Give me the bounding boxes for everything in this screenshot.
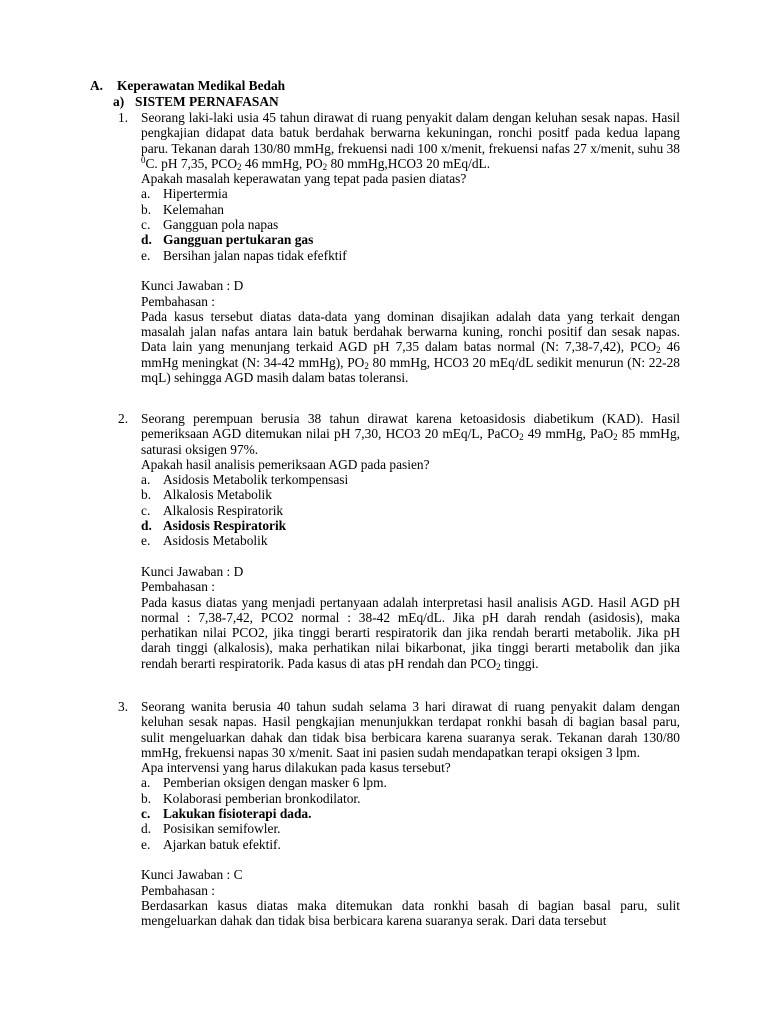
- section-title: Keperawatan Medikal Bedah: [117, 78, 286, 93]
- option-e: e. Ajarkan batuk efektif.: [141, 836, 281, 852]
- option-e: e. Asidosis Metabolik: [141, 533, 268, 549]
- discussion-label: Pembahasan :: [141, 882, 216, 898]
- section-heading: [90, 78, 285, 93]
- option-a: a. Pemberian oksigen dengan masker 6 lpm.: [141, 775, 387, 791]
- option-c: c. Alkalosis Respiratorik: [141, 502, 284, 518]
- option-a: a. Asidosis Metabolik terkompensasi: [141, 472, 349, 488]
- discussion-label: Pembahasan :: [141, 579, 216, 595]
- question-stem: Seorang laki-laki usia 45 tahun dirawat di ruang penyakit dalam dengan keluhan sesak napas. Hasil pengkajian didapat data batuk berdahak berwarna kekuningan, ronchi positf pada kedua lapang paru. Tekanan darah 130/80 mmHg, frekuensi nadi 100 x/menit, frekuensi nafas 27 x/menit, suhu 38 $^0$C. pH 7,35, $PCO_2$ 46 mmHg, $PO_2$ 80 mmHg,HCO3 20 mEq/dL.: [141, 110, 680, 172]
- question-prompt: Apa intervensi yang harus dilakukan pada kasus tersebut?: [141, 760, 451, 776]
- question-2: [118, 411, 680, 671]
- option-e: e. Bersihan jalan napas tidak efefktif: [141, 247, 347, 263]
- discussion-text: Pada kasus diatas yang menjadi pertanyaan adalah interpretasi hasil analisis AGD. Hasil AGD pH normal : 7,38-7,42, PCO2 normal : 38-42 mEq/dL. Jika pH darah rendah (asidosis), maka perhatikan nilai PCO2, jika tinggi berarti respiratorik dan jika rendah berarti metabolik. Jika pH darah tinggi (alkalosis), maka perhatikan nilai bikarbonat, jika tinggi berarti metabolik dan jika rendah berarti respiratorik. Pada kasus di atas pH rendah dan $PCO_2$ tinggi.: [141, 594, 680, 672]
- question-number: 3.: [118, 699, 129, 714]
- question-number: 1.: [118, 110, 129, 125]
- discussion-text: Pada kasus tersebut diatas data-data yang dominan disajikan adalah data yang terkait dengan masalah jalan nafas antara lain batuk berdahak berwarna kuning, ronchi positif dan sesak napas. Data lain yang menunjang terkaid AGD pH 7,35 dalam batas normal (N: 7,38-7,42), $PCO_2$ 46 mmHg meningkat (N: 34-42 mmHg), $PO_2$ 80 mmHg, HCO3 20 mEq/dL sedikit menurun (N: 22-28 mqL) sehingga AGD masih dalam batas toleransi.: [141, 308, 680, 386]
- subsection-heading: [113, 94, 279, 109]
- question-3: [118, 699, 680, 928]
- question-prompt: Apakah masalah keperawatan yang tepat pada pasien diatas?: [141, 171, 467, 187]
- option-d-correct: d. Asidosis Respiratorik: [141, 518, 287, 534]
- subsection-label: a): [113, 94, 125, 109]
- question-stem: Seorang wanita berusia 40 tahun sudah selama 3 hari dirawat di ruang penyakit dalam dengan keluhan sesak napas. Hasil pengkajian menunjukkan terdapat ronkhi basah di bagian basal paru, sulit mengeluarkan dahak dan tidak bisa berbicara karena suaranya serak. Tekanan darah 130/80 mmHg, frekuensi napas 30 x/menit. Saat ini pasien sudah mendapatkan terapi oksigen 3 lpm.: [141, 699, 680, 760]
- question-stem: Seorang perempuan berusia 38 tahun dirawat karena ketoasidosis diabetikum (KAD). Hasil pemeriksaan AGD ditemukan nilai pH 7,30, HCO3 20 mEq/L, PaCO$_2$ 49 mmHg, PaO$_2$ 85 mmHg, saturasi oksigen 97%.: [141, 411, 680, 457]
- option-b: b. Kelemahan: [141, 201, 224, 217]
- option-b: b. Kolaborasi pemberian bronkodilator.: [141, 790, 361, 806]
- discussion-text: Berdasarkan kasus diatas maka ditemukan data ronkhi basah di bagian basal paru, sulit mengeluarkan dahak dan tidak bisa berbicara karena suaranya serak. Dari data tersebut: [141, 897, 680, 929]
- option-b: b. Alkalosis Metabolik: [141, 487, 272, 503]
- answer-key: Kunci Jawaban : D: [141, 563, 244, 579]
- subsection-title: SISTEM PERNAFASAN: [135, 94, 279, 109]
- answer-key: Kunci Jawaban : C: [141, 867, 243, 883]
- option-d: d. Posisikan semifowler.: [141, 821, 281, 837]
- option-c: c. Gangguan pola napas: [141, 217, 279, 233]
- option-c-correct: c. Lakukan fisioterapi dada.: [141, 806, 312, 822]
- option-d-correct: d. Gangguan pertukaran gas: [141, 232, 314, 248]
- question-number: 2.: [118, 411, 129, 426]
- discussion-label: Pembahasan :: [141, 293, 216, 309]
- section-label: A.: [90, 78, 104, 93]
- question-1: [118, 110, 680, 385]
- question-prompt: Apakah hasil analisis pemeriksaan AGD pada pasien?: [141, 456, 430, 472]
- option-a: a. Hipertermia: [141, 186, 228, 202]
- answer-key: Kunci Jawaban : D: [141, 278, 244, 294]
